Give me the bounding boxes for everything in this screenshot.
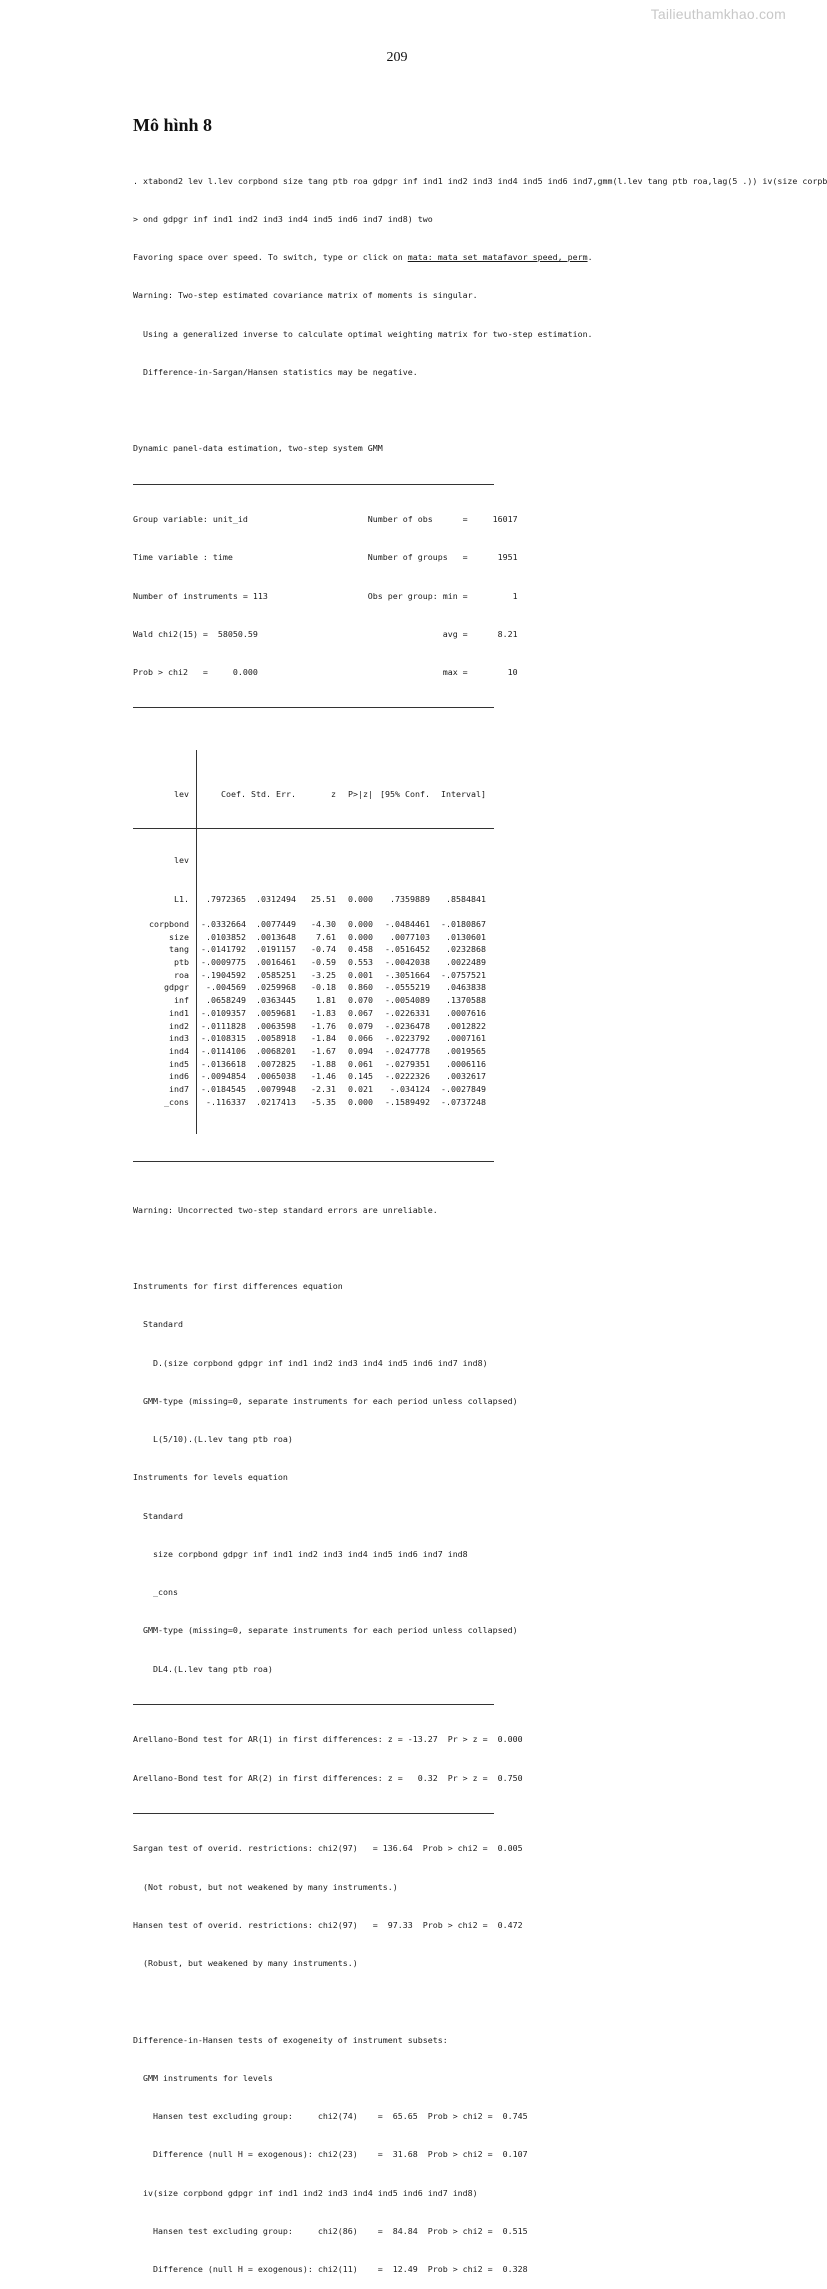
cell-coef: -.0094854 (201, 1071, 246, 1082)
cell-p: 0.079 (348, 1020, 373, 1031)
cell-z: -0.18 (311, 982, 336, 993)
cell-variable: ind2 (169, 1020, 189, 1031)
cell-p: 0.000 (348, 1096, 373, 1107)
cell-coef: -.0114106 (201, 1045, 246, 1056)
cell-ci-low: -.0226331 (385, 1007, 430, 1018)
cell-variable: roa (174, 969, 189, 980)
table-row (133, 905, 494, 918)
cell-ci-high (430, 905, 486, 918)
cell-ci-low: -.0042038 (385, 957, 430, 968)
cell-ci-low: -.0484461 (385, 919, 430, 929)
cell-ci-high: .0007161 (446, 1033, 486, 1044)
table-row (133, 918, 494, 931)
ar-test-line: Arellano-Bond test for AR(1) in first differences: z = -13.27 Pr > z = 0.000 (133, 1734, 523, 1745)
cell-variable: ind5 (169, 1058, 189, 1069)
cell-coef: -.0332664 (201, 919, 246, 929)
cell-ci-low: .0077103 (390, 931, 430, 942)
cell-z: 1.81 (316, 995, 336, 1006)
cell-stderr: .0013648 (256, 931, 296, 942)
cell-ci-high: .0463838 (446, 982, 486, 993)
cell-ci-low: -.3051664 (385, 969, 430, 980)
page-number: 209 (386, 50, 408, 65)
cell-stderr: .0079948 (256, 1083, 296, 1094)
table-row (133, 1083, 494, 1096)
cell-z: -0.74 (311, 944, 336, 955)
header-coef: Coef. (221, 788, 246, 799)
cell-z: 7.61 (316, 931, 336, 942)
cell-ci-low: -.0222326 (385, 1071, 430, 1082)
cell-ci-low: -.0236478 (385, 1020, 430, 1031)
cell-variable: _cons (164, 1096, 189, 1107)
instrument-line: D.(size corpbond gdpgr inf ind1 ind2 ind3 ind4 ind5 ind6 ind7 ind8) (133, 1357, 488, 1368)
cell-variable: ind3 (169, 1033, 189, 1044)
cell-stderr: .0016461 (256, 957, 296, 968)
stata-output (133, 149, 827, 2289)
cell-ci-high: -.0757521 (441, 969, 486, 980)
watermark: Tailieuthamkhao.com (650, 6, 786, 22)
cell-stderr: .0217413 (256, 1096, 296, 1107)
cell-ci-high: .0032617 (446, 1071, 486, 1082)
cell-p: 0.067 (348, 1007, 373, 1018)
table-row (133, 994, 494, 1007)
warning-line: Using a generalized inverse to calculate optimal weighting matrix for two-step estimation. (133, 328, 593, 339)
header-variable: lev (174, 788, 189, 799)
cell-ci-high: .0019565 (446, 1045, 486, 1056)
group-label: lev (174, 855, 189, 866)
cell-coef: -.004569 (206, 982, 246, 993)
cell-coef: -.0108315 (201, 1033, 246, 1044)
table-row (133, 1058, 494, 1071)
cell-coef: -.116337 (206, 1096, 246, 1107)
divider (133, 1810, 783, 1817)
cell-ci-high: .8584841 (446, 893, 486, 904)
cell-z: -1.84 (311, 1033, 336, 1044)
cell-p: 0.000 (348, 893, 373, 904)
table-body (133, 893, 494, 1109)
cell-p (336, 905, 373, 918)
table-bottom-divider (133, 1159, 783, 1165)
cell-stderr: .0363445 (256, 995, 296, 1006)
summary-line: Time variable : time Number of groups = 1951 (133, 552, 518, 563)
cell-coef: -.0109357 (201, 1007, 246, 1018)
instrument-line: _cons (133, 1587, 178, 1598)
divider (133, 481, 783, 488)
cell-stderr: .0068201 (256, 1045, 296, 1056)
cell-ci-low (373, 905, 430, 918)
cell-variable: ptb (174, 957, 189, 968)
warning-line: Warning: Two-step estimated covariance matrix of moments is singular. (133, 290, 478, 301)
cell-stderr: .0312494 (256, 893, 296, 904)
cell-coef: .0103852 (206, 931, 246, 942)
command-line: . xtabond2 lev l.lev corpbond size tang ptb roa gdpgr inf ind1 ind2 ind3 ind4 ind5 ind6 ind7,gmm(l.lev tang ptb roa,lag(5 .)) iv(size corpb (133, 175, 827, 186)
cell-ci-high: .0130601 (446, 931, 486, 942)
overid-test-line: Sargan test of overid. restrictions: chi2(97) = 136.64 Prob > chi2 = 0.005 (133, 1843, 523, 1854)
divider (133, 704, 783, 711)
cell-ci-low: -.0555219 (385, 982, 430, 993)
cell-ci-low: -.0247778 (385, 1045, 430, 1056)
cell-coef (189, 905, 246, 918)
summary-line: Prob > chi2 = 0.000 max = 10 (133, 667, 518, 677)
header-z: z (331, 788, 336, 799)
cell-z: -1.76 (311, 1020, 336, 1031)
cell-ci-high: .0007616 (446, 1007, 486, 1018)
cell-variable: gdpgr (164, 982, 189, 993)
diff-hansen-line: GMM instruments for levels (133, 2072, 273, 2083)
cell-stderr: .0059681 (256, 1007, 296, 1018)
cell-coef: .0658249 (206, 995, 246, 1006)
overid-test-line: (Not robust, but not weakened by many instruments.) (133, 1881, 398, 1892)
estimation-title: Dynamic panel-data estimation, two-step system GMM (133, 443, 383, 454)
cell-stderr: .0072825 (256, 1058, 296, 1069)
cell-ci-high: -.0737248 (441, 1096, 486, 1107)
header-ci-high: Interval] (441, 788, 486, 799)
table-row (133, 1032, 494, 1045)
cell-z: -1.67 (311, 1045, 336, 1056)
diff-hansen-line: Hansen test excluding group: chi2(74) = 65.65 Prob > chi2 = 0.745 (133, 2111, 528, 2122)
instrument-line: DL4.(L.lev tang ptb roa) (133, 1663, 273, 1674)
cell-coef: -.0009775 (201, 957, 246, 968)
instrument-line: Standard (133, 1319, 183, 1330)
cell-stderr: .0065038 (256, 1071, 296, 1082)
cell-p: 0.021 (348, 1083, 373, 1094)
cell-p: 0.001 (348, 969, 373, 980)
cell-ci-high: .1370588 (446, 995, 486, 1006)
cell-variable: ind4 (169, 1045, 189, 1056)
cell-p: 0.066 (348, 1033, 373, 1044)
cell-coef: -.0111828 (201, 1020, 246, 1031)
cell-z: -2.31 (311, 1083, 336, 1094)
cell-p: 0.000 (348, 919, 373, 929)
cell-coef: .7972365 (206, 893, 246, 904)
header-stderr: Std. Err. (251, 788, 296, 799)
cell-ci-high: .0232868 (446, 944, 486, 955)
table-header (133, 788, 494, 801)
cell-z: -1.83 (311, 1007, 336, 1018)
command-line-continued: > ond gdpgr inf ind1 ind2 ind3 ind4 ind5 ind6 ind7 ind8) two (133, 213, 433, 224)
mata-link[interactable]: mata: mata set matafavor speed, perm (407, 252, 588, 262)
cell-ci-low: -.034124 (390, 1083, 430, 1094)
cell-z: -0.59 (311, 957, 336, 968)
cell-p: 0.000 (348, 931, 373, 942)
summary-line: Group variable: unit_id Number of obs = 16017 (133, 514, 518, 524)
table-row (133, 956, 494, 969)
cell-z: -4.30 (311, 919, 336, 929)
cell-coef: -.0136618 (201, 1058, 246, 1069)
cell-variable: tang (169, 944, 189, 955)
cell-stderr (246, 905, 296, 918)
cell-p: 0.070 (348, 995, 373, 1006)
cell-ci-low: -.0279351 (385, 1058, 430, 1069)
cell-z (296, 905, 336, 918)
instrument-line: Instruments for first differences equation (133, 1281, 343, 1292)
diff-hansen-line: iv(size corpbond gdpgr inf ind1 ind2 ind3 ind4 ind5 ind6 ind7 ind8) (133, 2187, 478, 2198)
cell-p: 0.145 (348, 1071, 373, 1082)
summary-line: Wald chi2(15) = 58050.59 avg = 8.21 (133, 628, 518, 639)
cell-variable: corpbond (149, 919, 189, 929)
cell-stderr: .0058918 (256, 1033, 296, 1044)
cell-ci-low: -.0054089 (385, 995, 430, 1006)
overid-test-line: Hansen test of overid. restrictions: chi2(97) = 97.33 Prob > chi2 = 0.472 (133, 1919, 523, 1930)
cell-z: -1.88 (311, 1058, 336, 1069)
se-warning: Warning: Uncorrected two-step standard errors are unreliable. (133, 1204, 438, 1215)
cell-coef: -.0141792 (201, 944, 246, 955)
cell-stderr: .0191157 (256, 944, 296, 955)
cell-p: 0.860 (348, 982, 373, 993)
table-row (133, 1045, 494, 1058)
cell-coef: -.1904592 (201, 969, 246, 980)
cell-variable: inf (174, 995, 189, 1006)
table-row (133, 943, 494, 956)
diff-hansen-line: Difference (null H = exogenous): chi2(23) = 31.68 Prob > chi2 = 0.107 (133, 2149, 528, 2160)
cell-variable: ind1 (169, 1007, 189, 1018)
instrument-line: GMM-type (missing=0, separate instruments for each period unless collapsed) (133, 1625, 518, 1636)
table-row (133, 981, 494, 994)
table-separator (196, 750, 197, 1134)
cell-z: -1.46 (311, 1071, 336, 1082)
cell-stderr: .0063598 (256, 1020, 296, 1031)
cell-ci-low: -.1589492 (385, 1096, 430, 1107)
table-row (133, 1070, 494, 1083)
coefficient-table (133, 750, 494, 1134)
cell-p: 0.553 (348, 957, 373, 968)
cell-coef: -.0184545 (201, 1083, 246, 1094)
warning-line: Difference-in-Sargan/Hansen statistics may be negative. (133, 366, 418, 377)
cell-stderr: .0077449 (256, 919, 296, 929)
cell-z: -5.35 (311, 1096, 336, 1107)
cell-ci-high: -.0180867 (441, 919, 486, 929)
ar-test-line: Arellano-Bond test for AR(2) in first differences: z = 0.32 Pr > z = 0.750 (133, 1772, 523, 1783)
cell-ci-low: -.0223792 (385, 1033, 430, 1044)
header-p: P>|z| (348, 788, 373, 799)
instrument-line: GMM-type (missing=0, separate instruments for each period unless collapsed) (133, 1395, 518, 1406)
cell-variable: ind6 (169, 1071, 189, 1082)
summary-line: Number of instruments = 113 Obs per group: min = 1 (133, 590, 518, 601)
table-row (133, 1007, 494, 1020)
section-heading: Mô hình 8 (133, 115, 213, 135)
cell-ci-high: .0006116 (446, 1058, 486, 1069)
header-divider (133, 828, 494, 829)
table-row (133, 893, 494, 906)
instrument-line: size corpbond gdpgr inf ind1 ind2 ind3 ind4 ind5 ind6 ind7 ind8 (133, 1548, 468, 1559)
cell-variable (133, 905, 189, 918)
header-ci-low: [95% Conf. (380, 788, 430, 799)
cell-ci-low: .7359889 (390, 893, 430, 904)
cell-variable: size (169, 931, 189, 942)
instrument-line: L(5/10).(L.lev tang ptb roa) (133, 1434, 293, 1445)
cell-stderr: .0259968 (256, 982, 296, 993)
cell-p: 0.061 (348, 1058, 373, 1069)
table-row (133, 931, 494, 944)
cell-variable: ind7 (169, 1083, 189, 1094)
favor-speed-note: Favoring space over speed. To switch, type or click on mata: mata set matafavor speed, perm. (133, 252, 593, 262)
cell-z: -3.25 (311, 969, 336, 980)
cell-ci-high: -.0027849 (441, 1083, 486, 1094)
overid-test-line: (Robust, but weakened by many instruments.) (133, 1958, 358, 1969)
cell-ci-low: -.0516452 (385, 944, 430, 955)
table-row (133, 1096, 494, 1109)
cell-ci-high: .0022489 (446, 957, 486, 968)
cell-ci-high: .0012822 (446, 1020, 486, 1031)
cell-p: 0.458 (348, 944, 373, 955)
diff-hansen-line: Difference (null H = exogenous): chi2(11) = 12.49 Prob > chi2 = 0.328 (133, 2264, 528, 2275)
cell-z: 25.51 (311, 893, 336, 904)
cell-stderr: .0585251 (256, 969, 296, 980)
diff-hansen-line: Hansen test excluding group: chi2(86) = 84.84 Prob > chi2 = 0.515 (133, 2225, 528, 2236)
instrument-line: Instruments for levels equation (133, 1472, 288, 1483)
cell-variable: L1. (174, 893, 189, 904)
divider (133, 1701, 783, 1708)
table-row (133, 1020, 494, 1033)
cell-p: 0.094 (348, 1045, 373, 1056)
instrument-line: Standard (133, 1510, 183, 1521)
table-row (133, 969, 494, 982)
table-group-row (133, 854, 494, 867)
diff-hansen-line: Difference-in-Hansen tests of exogeneity of instrument subsets: (133, 2034, 448, 2045)
